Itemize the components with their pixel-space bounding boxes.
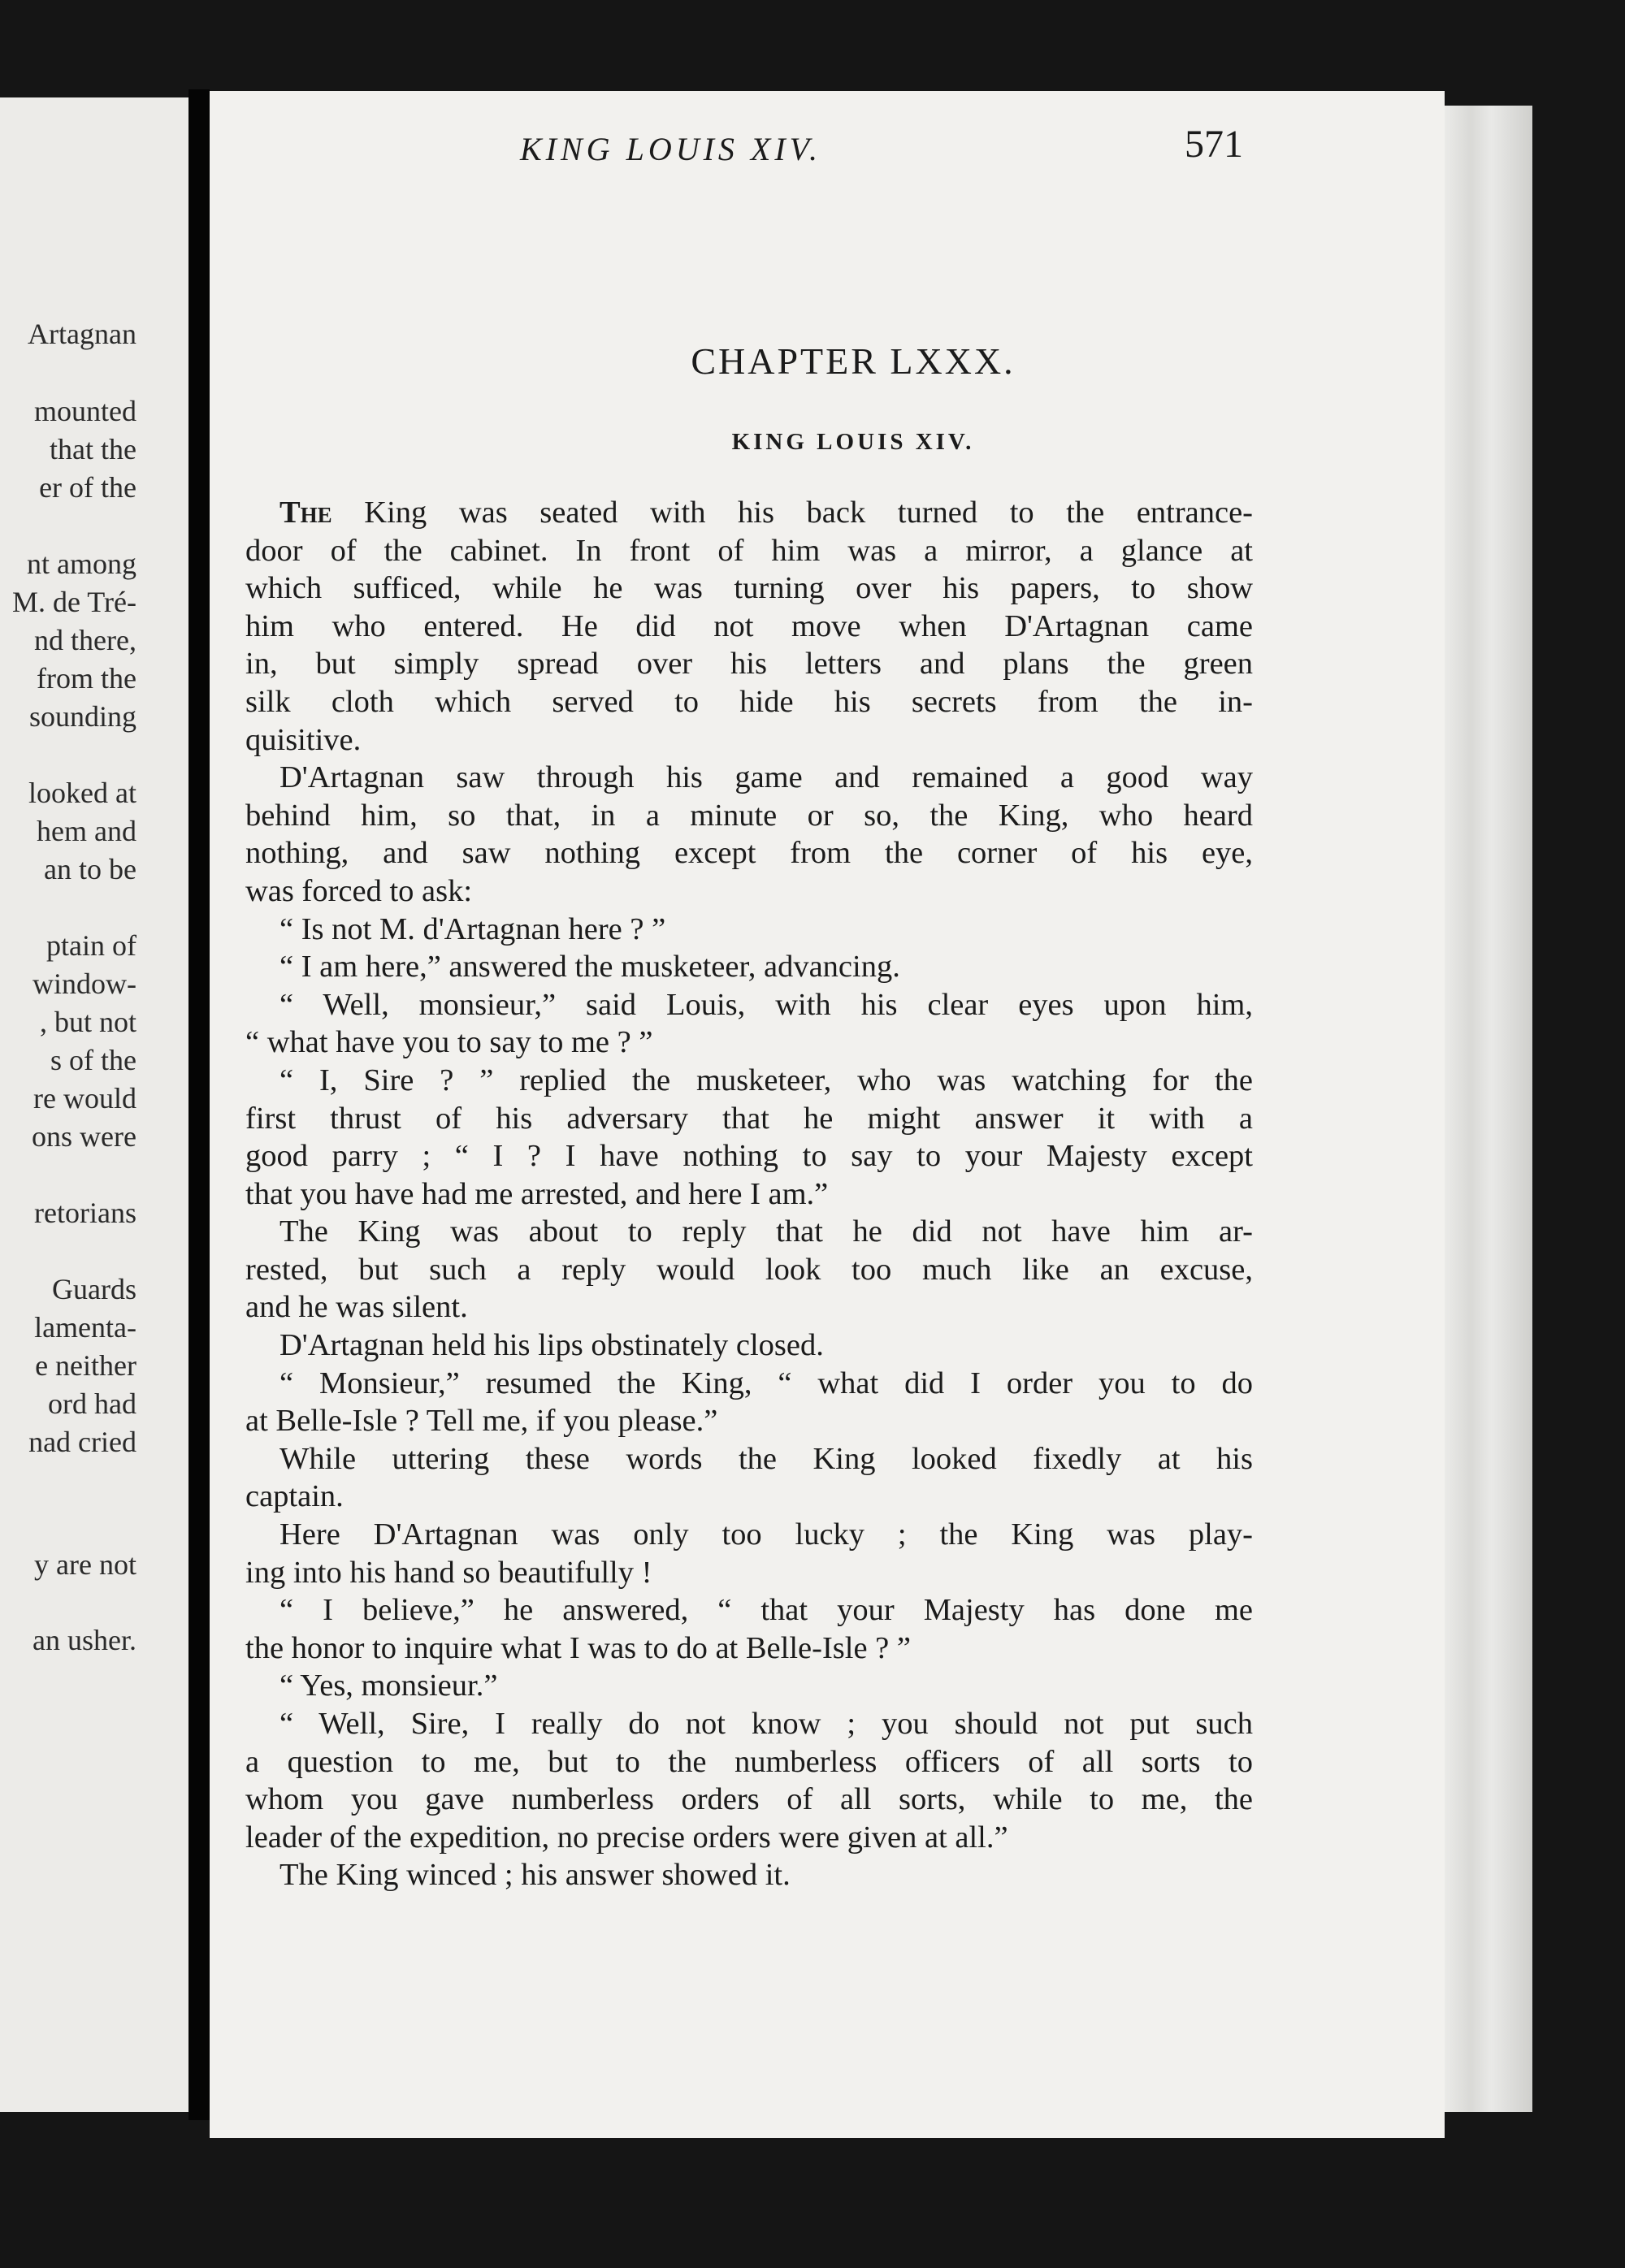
text-line: While uttering these words the King looked fixedly at his bbox=[280, 1441, 1253, 1476]
text-line: him who entered. He did not move when D'Artagnan came bbox=[245, 608, 1253, 643]
text-line: “ what have you to say to me ? ” bbox=[245, 1025, 653, 1060]
fragment-line: er of the bbox=[39, 471, 136, 504]
text-line: “ Yes, monsieur.” bbox=[280, 1669, 498, 1703]
text-line: The King was seated with his back turned to the entrance- bbox=[280, 496, 1253, 530]
text-line: “ Well, monsieur,” said Louis, with his clear eyes upon him, bbox=[280, 987, 1253, 1022]
text-line: “ Monsieur,” resumed the King, “ what did I order you to do bbox=[280, 1366, 1253, 1400]
fragment-line: ons were bbox=[32, 1120, 136, 1153]
text-line: silk cloth which served to hide his secrets from the in- bbox=[245, 684, 1253, 719]
text-line: The King winced ; his answer showed it. bbox=[280, 1858, 791, 1893]
text-line: “ Is not M. d'Artagnan here ? ” bbox=[280, 911, 666, 946]
text-line: good parry ; “ I ? I have nothing to say to your Majesty except bbox=[245, 1139, 1253, 1174]
fragment-line: window- bbox=[32, 967, 136, 1000]
fragment-line: an to be bbox=[44, 853, 136, 885]
text-line: which sufficed, while he was turning over his papers, to show bbox=[245, 571, 1253, 606]
text-line: rested, but such a reply would look too much like an excuse, bbox=[245, 1252, 1253, 1287]
text-line: the honor to inquire what I was to do at Belle-Isle ? ” bbox=[245, 1630, 911, 1665]
text-line: quisitive. bbox=[245, 722, 362, 757]
fragment-line: nd there, bbox=[34, 624, 136, 656]
fragment-line: ptain of bbox=[46, 929, 136, 962]
text-line: leader of the expedition, no precise orders were given at all.” bbox=[245, 1820, 1008, 1855]
text-line: “ I believe,” he answered, “ that your Majesty has done me bbox=[280, 1593, 1253, 1628]
page-edges bbox=[1430, 106, 1532, 2112]
fragment-line: nad cried bbox=[28, 1426, 136, 1458]
text-line: The King was about to reply that he did not have him ar- bbox=[280, 1214, 1253, 1249]
text-line: a question to me, but to the numberless officers of all sorts to bbox=[245, 1744, 1253, 1779]
fragment-line: sounding bbox=[28, 700, 136, 733]
fragment-line: that the bbox=[50, 433, 136, 465]
text-line: D'Artagnan saw through his game and remained a good way bbox=[280, 760, 1253, 795]
text-line: first thrust of his adversary that he might answer it with a bbox=[245, 1101, 1253, 1136]
fragment-line: nt among bbox=[27, 548, 136, 580]
fragment-line: M. de Tré- bbox=[11, 586, 136, 618]
fragment-line: mounted bbox=[34, 395, 136, 427]
text-line: that you have had me arrested, and here I am.” bbox=[245, 1176, 829, 1211]
fragment-line: from the bbox=[37, 662, 136, 695]
book-gutter bbox=[188, 89, 210, 2120]
text-line: and he was silent. bbox=[245, 1290, 468, 1325]
fragment-line: an usher. bbox=[32, 1624, 136, 1656]
text-line: Here D'Artagnan was only too lucky ; the King was play- bbox=[280, 1517, 1253, 1552]
page-number: 571 bbox=[1185, 123, 1243, 166]
fragment-line: lamenta- bbox=[34, 1311, 136, 1344]
chapter-title: CHAPTER LXXX. bbox=[691, 340, 1016, 382]
text-line: D'Artagnan held his lips obstinately closed. bbox=[280, 1328, 824, 1363]
text-line: nothing, and saw nothing except from the corner of his eye, bbox=[245, 836, 1253, 871]
text-line: “ Well, Sire, I really do not know ; you should not put such bbox=[280, 1707, 1253, 1741]
text-line: was forced to ask: bbox=[245, 873, 473, 908]
fragment-line: s of the bbox=[50, 1044, 136, 1076]
chapter-subtitle: KING LOUIS XIV. bbox=[731, 429, 975, 455]
text-line: door of the cabinet. In front of him was a mirror, a glance at bbox=[245, 533, 1253, 568]
text-line: captain. bbox=[245, 1479, 344, 1514]
fragment-line: y are not bbox=[34, 1548, 136, 1581]
text-line: behind him, so that, in a minute or so, the King, who heard bbox=[245, 798, 1253, 833]
drop-word: The bbox=[280, 496, 332, 530]
text-line: at Belle-Isle ? Tell me, if you please.” bbox=[245, 1404, 718, 1439]
fragment-line: retorians bbox=[34, 1197, 136, 1229]
text-line: “ I, Sire ? ” replied the musketeer, who was watching for the bbox=[280, 1063, 1253, 1097]
running-head: KING LOUIS XIV. bbox=[520, 131, 821, 167]
facing-page-fragment bbox=[0, 97, 188, 2112]
fragment-line: e neither bbox=[35, 1349, 136, 1382]
fragment-line: , but not bbox=[39, 1006, 136, 1038]
fragment-line: hem and bbox=[37, 815, 136, 847]
body-text bbox=[245, 494, 1253, 1894]
fragment-line: looked at bbox=[28, 777, 136, 809]
text-line: in, but simply spread over his letters and plans the green bbox=[245, 647, 1253, 682]
fragment-line: Guards bbox=[52, 1273, 136, 1305]
fragment-line: Artagnan bbox=[28, 318, 136, 350]
text-line: ing into his hand so beautifully ! bbox=[245, 1555, 652, 1590]
text-line: whom you gave numberless orders of all sorts, while to me, the bbox=[245, 1782, 1253, 1817]
text-line: “ I am here,” answered the musketeer, advancing. bbox=[280, 950, 900, 985]
fragment-line: ord had bbox=[48, 1387, 136, 1420]
fragment-line: re would bbox=[33, 1082, 136, 1115]
